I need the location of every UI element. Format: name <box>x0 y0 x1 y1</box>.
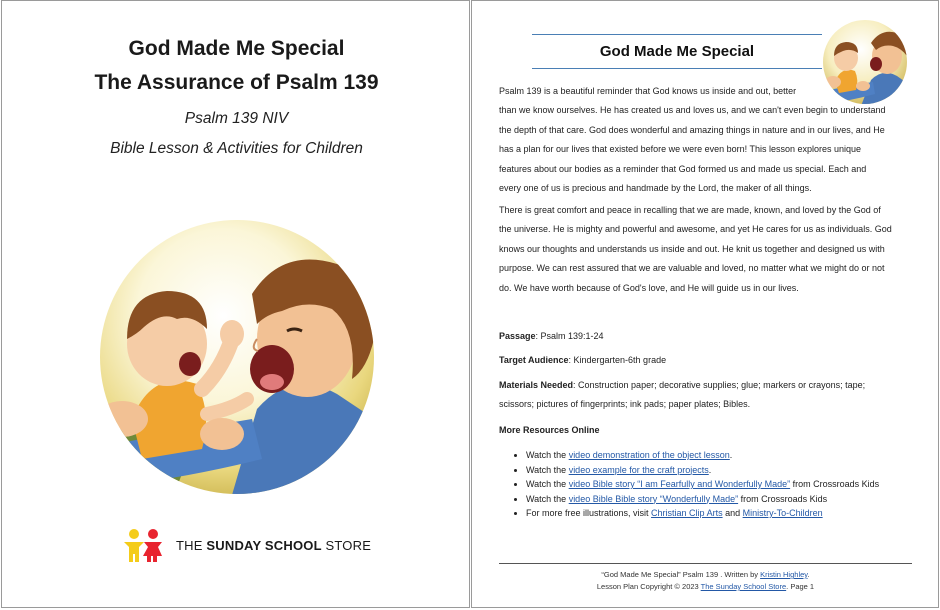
paragraph-line: There is great comfort and peace in recalling that we are made, known, and loved by the God of <box>499 205 881 215</box>
list-item: • Watch the video Bible story “I am Fearfully and Wonderfully Made” from Crossroads Kids <box>526 477 879 492</box>
cover-title-line1: God Made Me Special <box>128 37 345 60</box>
author-link[interactable]: Kristin Highley <box>760 570 808 579</box>
footer-line-2: Lesson Plan Copyright © 2023 The Sunday School Store. Page 1 <box>596 582 815 591</box>
store-link[interactable]: The Sunday School Store <box>700 582 787 591</box>
sunday-school-store-logo <box>122 528 371 562</box>
two-children-figures-icon <box>122 528 166 562</box>
craft-video-link[interactable]: video example for the craft projects <box>568 464 709 475</box>
paragraph-line: do. We have worth because of God's love, and He will guide us in our lives. <box>499 282 799 293</box>
father-lifting-child-illustration <box>82 219 392 495</box>
paragraph-line: knows our thoughts and understands us inside and out. He knit us together and designed us with <box>499 243 885 254</box>
intro-paragraph-2 <box>499 201 911 298</box>
audience-field: Target Audience: Kindergarten-6th grade <box>499 355 667 365</box>
cover-title-line2: The Assurance of Psalm 139 <box>94 71 379 94</box>
footer-line-1: “God Made Me Special” Psalm 139 . Written by Kristin Highley. <box>601 570 810 579</box>
paragraph-line: purpose. We can rest assured that we are valuable and loved, no matter what we might do or not <box>499 263 885 274</box>
cover-subtitle: Bible Lesson & Activities for Children <box>110 140 363 157</box>
lesson-page <box>471 0 939 608</box>
paragraph-line: features about our bodies as a reminder that God formed us and made us special. Each and <box>499 163 867 174</box>
ministry-to-children-link[interactable]: Ministry-To-Children <box>742 508 823 518</box>
lesson-title: God Made Me Special <box>599 43 755 60</box>
cover-scripture: Psalm 139 NIV <box>184 110 289 127</box>
wonderfully-made-video-link[interactable]: video Bible Bible story “Wonderfully Made” <box>568 493 739 504</box>
resources-list <box>512 448 879 521</box>
cover-page <box>1 0 470 608</box>
paragraph-line: the universe. He is mighty and powerful and awesome, and yet He cares for us as individuals. God <box>499 224 892 235</box>
paragraph-line: the depth of that care. God does wonderful and amazing things in nature and in our lives, and He <box>499 124 885 135</box>
list-item: • Watch the video example for the craft projects. <box>526 463 879 478</box>
footer-rule <box>499 563 912 564</box>
fearfully-made-video-link[interactable]: video Bible story “I am Fearfully and Wonderfully Made” <box>568 479 791 489</box>
resources-heading: More Resources Online <box>499 425 600 435</box>
christian-clip-arts-link[interactable]: Christian Clip Arts <box>651 508 723 518</box>
paragraph-line: every one of us is precious and handmade by the Lord, the maker of all things. <box>499 183 812 194</box>
title-bottom-rule <box>532 68 822 69</box>
object-lesson-video-link[interactable]: video demonstration of the object lesson <box>568 450 730 460</box>
materials-field: Materials Needed: Construction paper; decorative supplies; glue; markers or crayons; tape; scissors; pictures of fingerprints; ink pads; paper plates; Bibles. <box>499 380 866 410</box>
intro-paragraph-1 <box>499 82 911 198</box>
title-top-rule <box>532 34 822 35</box>
paragraph-line: has a plan for our lives that existed before we were even born! This lesson explores unique <box>499 144 862 155</box>
paragraph-line: than we know ourselves. He has created us and loves us, and we can't even begin to understand <box>499 105 886 116</box>
logo-text: THE SUNDAY SCHOOL STORE <box>176 537 372 553</box>
list-item: • Watch the video demonstration of the object lesson. <box>526 448 879 463</box>
list-item: • Watch the video Bible Bible story “Wonderfully Made” from Crossroads Kids <box>526 492 879 507</box>
list-item: • For more free illustrations, visit Christian Clip Arts and Ministry-To-Children <box>526 506 879 521</box>
paragraph-line: Psalm 139 is a beautiful reminder that God knows us inside and out, better <box>499 86 797 96</box>
passage-field: Passage: Psalm 139:1-24 <box>499 331 604 341</box>
